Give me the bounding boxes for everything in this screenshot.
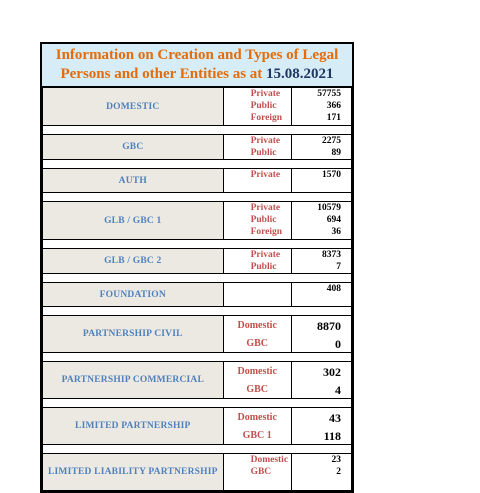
spacer-cell — [43, 193, 352, 202]
entity-name: LIMITED PARTNERSHIP — [43, 408, 224, 445]
entity-count-value: 36 — [331, 227, 341, 237]
spacer-cell — [43, 353, 352, 362]
entity-count-value: 0 — [335, 337, 341, 351]
entity-count-value: 2275 — [322, 136, 341, 146]
legal-entities-table — [40, 42, 354, 493]
entity-name: DOMESTIC — [43, 88, 224, 126]
table-row — [43, 135, 352, 160]
table-row — [43, 283, 352, 307]
spacer-cell — [43, 274, 352, 283]
entities-grid — [42, 87, 352, 491]
entity-type-label: GBC — [246, 338, 269, 349]
table-row — [43, 249, 352, 274]
entity-type-label: Domestic — [237, 320, 277, 331]
entity-type-label: GBC — [246, 384, 269, 395]
entity-type-label: GBC — [250, 467, 272, 477]
entity-types — [223, 408, 291, 445]
spacer-cell — [43, 160, 352, 169]
entity-counts — [291, 249, 351, 274]
entity-name: GLB / GBC 2 — [43, 249, 224, 274]
entity-type-label: Foreign — [250, 227, 283, 237]
entity-types — [223, 249, 291, 274]
entity-count-value: 118 — [323, 429, 341, 443]
entity-count-value: 366 — [326, 101, 341, 111]
row-spacer — [43, 240, 352, 249]
entity-counts — [291, 88, 351, 126]
row-spacer — [43, 445, 352, 454]
entity-type-label: Public — [250, 215, 277, 225]
entity-types — [223, 454, 291, 491]
entity-counts — [291, 283, 351, 307]
entity-count-value: 1570 — [322, 170, 341, 180]
entity-count-value: 57755 — [317, 89, 341, 99]
entity-count-value: 10579 — [317, 203, 341, 213]
row-spacer — [43, 307, 352, 316]
entity-type-label: GBC 1 — [242, 430, 272, 441]
table-row — [43, 316, 352, 353]
entity-type-label: Public — [250, 148, 277, 158]
title-line-2-prefix: Persons and other Entities as at — [60, 66, 263, 82]
row-spacer — [43, 126, 352, 135]
entity-counts — [291, 135, 351, 160]
entity-count-value: 8870 — [317, 319, 341, 333]
table-row — [43, 408, 352, 445]
entity-counts — [291, 454, 351, 491]
entity-type-label: Private — [250, 89, 281, 99]
entity-type-label: Private — [250, 203, 281, 213]
entity-type-label: Domestic — [237, 412, 277, 423]
entity-count-value: 7 — [336, 262, 341, 272]
entity-types — [223, 283, 291, 307]
spacer-cell — [43, 399, 352, 408]
spacer-cell — [43, 240, 352, 249]
entity-name: GBC — [43, 135, 224, 160]
entity-type-label: Private — [250, 250, 281, 260]
entity-name: LIMITED LIABILITY PARTNERSHIP — [43, 454, 224, 491]
entity-type-label: Foreign — [250, 113, 283, 123]
table-row — [43, 88, 352, 126]
entity-type-label: Private — [250, 170, 281, 180]
entity-counts — [291, 362, 351, 399]
table-row — [43, 454, 352, 491]
grid-body — [43, 88, 352, 491]
spacer-cell — [43, 307, 352, 316]
entity-type-label: Private — [250, 136, 281, 146]
entity-count-value: 2 — [336, 467, 341, 477]
entity-name: GLB / GBC 1 — [43, 202, 224, 240]
entity-count-value: 408 — [326, 284, 341, 294]
entity-name: AUTH — [43, 169, 224, 193]
entity-name: FOUNDATION — [43, 283, 224, 307]
title-line-1: Information on Creation and Types of Legal — [55, 47, 339, 63]
table-title — [42, 44, 352, 87]
entity-counts — [291, 408, 351, 445]
entity-count-value: 8373 — [322, 250, 341, 260]
row-spacer — [43, 160, 352, 169]
spacer-cell — [43, 445, 352, 454]
entity-counts — [291, 202, 351, 240]
entity-types — [223, 202, 291, 240]
entity-count-value: 23 — [331, 455, 341, 465]
entity-types — [223, 169, 291, 193]
entity-count-value: 171 — [326, 113, 341, 123]
table-row — [43, 202, 352, 240]
entity-type-label: Public — [250, 262, 277, 272]
entity-count-value: 43 — [329, 411, 341, 425]
entity-count-value: 4 — [335, 383, 341, 397]
row-spacer — [43, 399, 352, 408]
title-date: 15.08.2021 — [266, 66, 334, 82]
entity-types — [223, 88, 291, 126]
entity-count-value: 302 — [323, 365, 341, 379]
entity-name: PARTNERSHIP CIVIL — [43, 316, 224, 353]
entity-count-value: 89 — [331, 148, 341, 158]
entity-count-value: 694 — [326, 215, 341, 225]
entity-type-label: Domestic — [237, 366, 277, 377]
entity-name: PARTNERSHIP COMMERCIAL — [43, 362, 224, 399]
entity-type-label: Domestic — [250, 455, 289, 465]
entity-type-label: Public — [250, 101, 277, 111]
entity-types — [223, 316, 291, 353]
entity-types — [223, 362, 291, 399]
table-row — [43, 169, 352, 193]
row-spacer — [43, 193, 352, 202]
entity-types — [223, 135, 291, 160]
table-row — [43, 362, 352, 399]
entity-counts — [291, 316, 351, 353]
row-spacer — [43, 274, 352, 283]
entity-counts — [291, 169, 351, 193]
spacer-cell — [43, 126, 352, 135]
row-spacer — [43, 353, 352, 362]
title-line-2 — [46, 65, 348, 84]
